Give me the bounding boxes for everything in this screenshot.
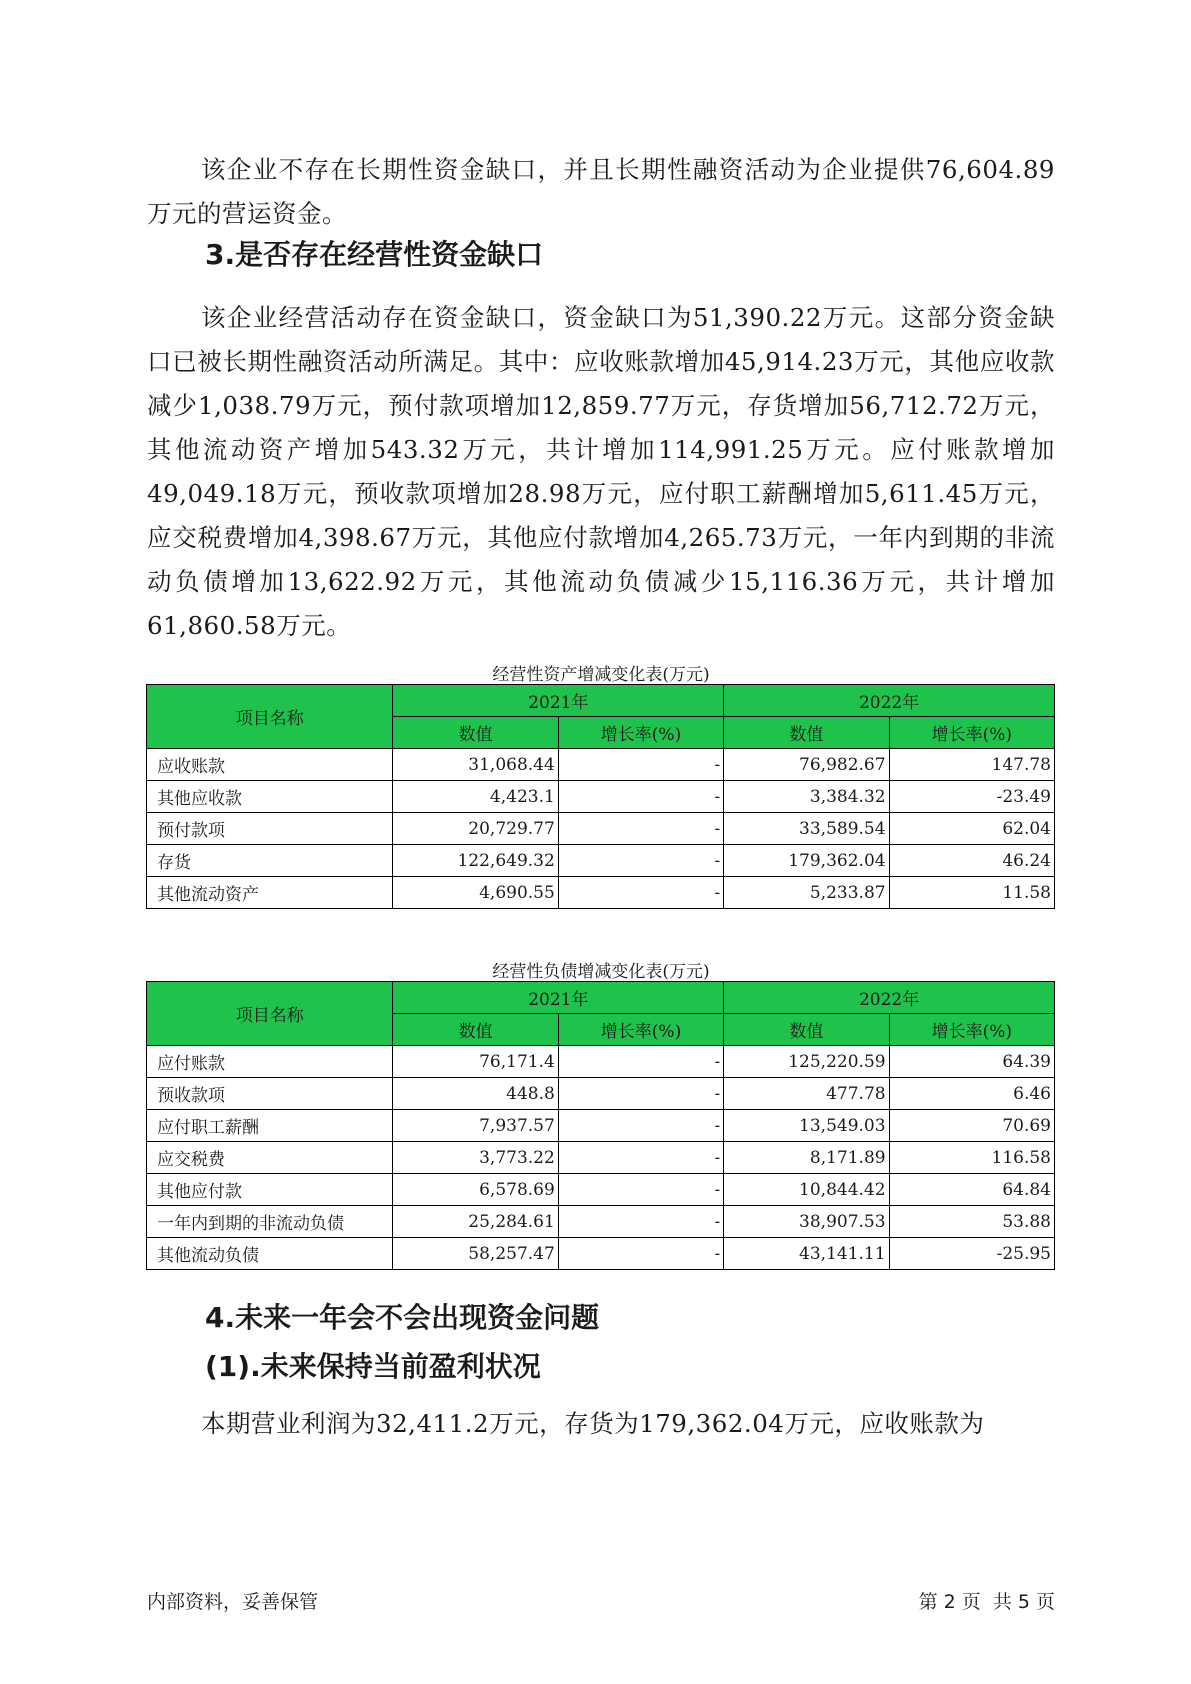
table-row bbox=[147, 1174, 1055, 1206]
rate-2022-cell: 53.88 bbox=[889, 1206, 1054, 1238]
value-2022-cell: 125,220.59 bbox=[724, 1046, 889, 1078]
row-name-cell: 预收款项 bbox=[147, 1078, 393, 1110]
col-item-name: 项目名称 bbox=[147, 982, 393, 1046]
asset-table bbox=[146, 684, 1055, 909]
row-name-cell: 应付账款 bbox=[147, 1046, 393, 1078]
value-2021-cell: 4,690.55 bbox=[393, 877, 558, 909]
value-2022-cell: 10,844.42 bbox=[724, 1174, 889, 1206]
rate-2022-cell: 46.24 bbox=[889, 845, 1054, 877]
rate-2022-cell: -25.95 bbox=[889, 1238, 1054, 1270]
section4-paragraph: 本期营业利润为32,411.2万元，存货为179,362.04万元，应收账款为 bbox=[201, 1409, 985, 1438]
row-name-cell: 预付款项 bbox=[147, 813, 393, 845]
year-2022-header: 2022年 bbox=[724, 685, 1055, 717]
value-2021-cell: 6,578.69 bbox=[393, 1174, 558, 1206]
value-header: 数值 bbox=[724, 717, 889, 749]
value-2022-cell: 3,384.32 bbox=[724, 781, 889, 813]
value-2021-cell: 7,937.57 bbox=[393, 1110, 558, 1142]
value-header: 数值 bbox=[393, 1014, 558, 1046]
value-2022-cell: 8,171.89 bbox=[724, 1142, 889, 1174]
section4-heading: 4.未来一年会不会出现资金问题 bbox=[205, 1301, 600, 1334]
rate-2021-cell: - bbox=[558, 845, 723, 877]
rate-2021-cell: - bbox=[558, 813, 723, 845]
year-2022-header: 2022年 bbox=[724, 982, 1055, 1014]
table-row bbox=[147, 749, 1055, 781]
row-name-cell: 应付职工薪酬 bbox=[147, 1110, 393, 1142]
rate-2022-cell: 11.58 bbox=[889, 877, 1054, 909]
table-row bbox=[147, 1238, 1055, 1270]
value-2022-cell: 43,141.11 bbox=[724, 1238, 889, 1270]
rate-2022-cell: 64.84 bbox=[889, 1174, 1054, 1206]
value-2022-cell: 179,362.04 bbox=[724, 845, 889, 877]
value-2021-cell: 3,773.22 bbox=[393, 1142, 558, 1174]
value-2021-cell: 4,423.1 bbox=[393, 781, 558, 813]
rate-header: 增长率(%) bbox=[558, 717, 723, 749]
footer-confidential-note: 内部资料，妥善保管 bbox=[147, 1591, 319, 1613]
table-row bbox=[147, 1206, 1055, 1238]
rate-header: 增长率(%) bbox=[889, 717, 1054, 749]
rate-2021-cell: - bbox=[558, 1206, 723, 1238]
table-row bbox=[147, 1078, 1055, 1110]
table-row bbox=[147, 813, 1055, 845]
table-row bbox=[147, 845, 1055, 877]
rate-2021-cell: - bbox=[558, 749, 723, 781]
table-row bbox=[147, 1142, 1055, 1174]
liability-table-caption: 经营性负债增减变化表(万元) bbox=[492, 962, 710, 982]
rate-2022-cell: 62.04 bbox=[889, 813, 1054, 845]
year-2021-header: 2021年 bbox=[393, 982, 724, 1014]
value-2022-cell: 38,907.53 bbox=[724, 1206, 889, 1238]
table-row bbox=[147, 877, 1055, 909]
value-2021-cell: 20,729.77 bbox=[393, 813, 558, 845]
row-name-cell: 其他应收款 bbox=[147, 781, 393, 813]
value-2021-cell: 122,649.32 bbox=[393, 845, 558, 877]
rate-2021-cell: - bbox=[558, 1046, 723, 1078]
value-header: 数值 bbox=[393, 717, 558, 749]
rate-2022-cell: 147.78 bbox=[889, 749, 1054, 781]
table-row bbox=[147, 781, 1055, 813]
section3-paragraph: 该企业经营活动存在资金缺口，资金缺口为51,390.22万元。这部分资金缺口已被长期性融资活动所满足。其中：应收账款增加45,914.23万元，其他应收款减少1,038.79万元，预付款项增加12,859.77万元，存货增加56,712.72万元，其他流动资产增加543.32万元，共计增加114,991.25万元。应付账款增加49,049.18万元，预收款项增加28.98万元，应付职工薪酬增加5,611.45万元，应交税费增加4,398.67万元，其他应付款增加4,265.73万元，一年内到期的非流动负债增加13,622.92万元，其他流动负债减少15,116.36万元，共计增加61,860.58万元。 bbox=[147, 303, 1055, 640]
col-item-name: 项目名称 bbox=[147, 685, 393, 749]
rate-2021-cell: - bbox=[558, 1142, 723, 1174]
table-row bbox=[147, 1110, 1055, 1142]
row-name-cell: 存货 bbox=[147, 845, 393, 877]
rate-2021-cell: - bbox=[558, 1078, 723, 1110]
rate-2021-cell: - bbox=[558, 877, 723, 909]
value-2022-cell: 13,549.03 bbox=[724, 1110, 889, 1142]
row-name-cell: 一年内到期的非流动负债 bbox=[147, 1206, 393, 1238]
rate-2021-cell: - bbox=[558, 1174, 723, 1206]
table-row bbox=[147, 1046, 1055, 1078]
value-header: 数值 bbox=[724, 1014, 889, 1046]
rate-2021-cell: - bbox=[558, 781, 723, 813]
footer-page-number: 第 2 页 共 5 页 bbox=[918, 1591, 1055, 1613]
rate-header: 增长率(%) bbox=[889, 1014, 1054, 1046]
value-2022-cell: 5,233.87 bbox=[724, 877, 889, 909]
value-2021-cell: 25,284.61 bbox=[393, 1206, 558, 1238]
row-name-cell: 应收账款 bbox=[147, 749, 393, 781]
section4-subheading: (1).未来保持当前盈利状况 bbox=[205, 1350, 541, 1383]
rate-2021-cell: - bbox=[558, 1238, 723, 1270]
value-2021-cell: 58,257.47 bbox=[393, 1238, 558, 1270]
value-2021-cell: 31,068.44 bbox=[393, 749, 558, 781]
asset-table-caption: 经营性资产增减变化表(万元) bbox=[492, 665, 710, 685]
section3-heading: 3.是否存在经营性资金缺口 bbox=[205, 238, 544, 271]
rate-2022-cell: 6.46 bbox=[889, 1078, 1054, 1110]
rate-2022-cell: -23.49 bbox=[889, 781, 1054, 813]
intro-paragraph: 该企业不存在长期性资金缺口，并且长期性融资活动为企业提供76,604.89万元的营运资金。 bbox=[147, 155, 1055, 228]
value-2022-cell: 76,982.67 bbox=[724, 749, 889, 781]
value-2021-cell: 448.8 bbox=[393, 1078, 558, 1110]
value-2022-cell: 33,589.54 bbox=[724, 813, 889, 845]
row-name-cell: 其他应付款 bbox=[147, 1174, 393, 1206]
row-name-cell: 其他流动负债 bbox=[147, 1238, 393, 1270]
rate-2022-cell: 70.69 bbox=[889, 1110, 1054, 1142]
rate-header: 增长率(%) bbox=[558, 1014, 723, 1046]
row-name-cell: 应交税费 bbox=[147, 1142, 393, 1174]
value-2022-cell: 477.78 bbox=[724, 1078, 889, 1110]
year-2021-header: 2021年 bbox=[393, 685, 724, 717]
value-2021-cell: 76,171.4 bbox=[393, 1046, 558, 1078]
row-name-cell: 其他流动资产 bbox=[147, 877, 393, 909]
rate-2022-cell: 64.39 bbox=[889, 1046, 1054, 1078]
liability-table bbox=[146, 981, 1055, 1270]
rate-2021-cell: - bbox=[558, 1110, 723, 1142]
rate-2022-cell: 116.58 bbox=[889, 1142, 1054, 1174]
